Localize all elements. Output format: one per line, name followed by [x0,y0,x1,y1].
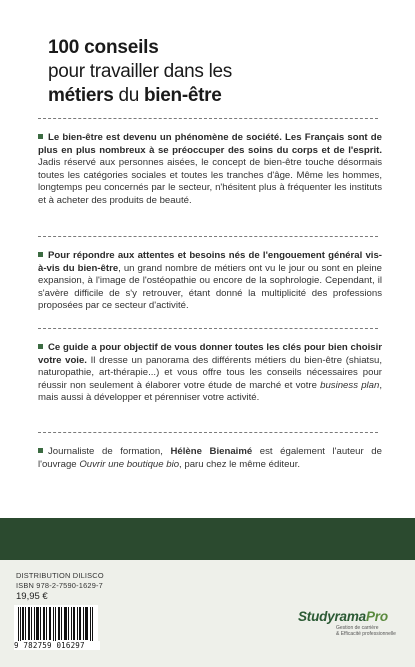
price-label: 19,95 € [16,591,48,602]
barcode-graphic [14,605,98,643]
book-title [48,36,388,108]
paragraph-1 [38,132,382,208]
barcode-number: 9 782759 016297 [14,641,100,650]
bullet-square-icon [38,134,43,139]
divider [38,236,378,237]
title-line-3 [48,84,388,108]
divider [38,328,378,329]
paragraph-2-body: , un grand nombre de métiers ont vu le jour ou sont en pleine expansion, à l'image de l'ostéopathie ou encore de la sophrologie. Cependant, il s'avère difficile de s'y retrouver, étant donné la multiplicité des professions proposées par ce secteur d'activité. [38,262,382,312]
bio-c: , paru chez le même éditeur. [179,458,301,470]
title-line-1: 100 conseils [48,37,159,58]
paragraph-2 [38,250,382,313]
author-name: Hélène Bienaimé [170,446,253,457]
bio-b: est également l'auteur de l'ouvrage [38,446,382,470]
logo-wordmark [298,609,396,624]
title-du: du [113,85,144,106]
paragraph-1-body: Jadis réservé aux personnes aisées, le concept de bien-être touche désormais toutes les catégories sociales et toutes les tranches d'âge. Même les hommes, longtemps peu concernés par le secteur, n'hésitent plus à fréquenter les instituts et à acheter des produits de beauté. [38,157,382,206]
bullet-square-icon [38,252,43,257]
distribution-label: DISTRIBUTION DILISCO [16,571,104,580]
paragraph-1-lead: Le bien-être est devenu un phénomène de société. Les Français sont de plus en plus nombreux à se préoccuper des soins du corps et de l'esprit. [38,132,382,156]
logo-subtitle-1: Gestion de carrière [336,625,379,631]
bullet-square-icon [38,344,43,349]
logo-subtitle-2: & Efficacité professionnelle [336,631,396,637]
paragraph-3 [38,342,382,405]
paragraph-3-lead: Ce guide a pour objectif de vous donner toutes les clés pour bien choisir votre voie. [38,342,382,366]
paragraph-3-body-a: Il dresse un panorama des différents métiers du bien-être (shiatsu, naturopathie, art-thérapie...) et vous offre tous les conseils nécessaires pour réussir non seulement à élaborer votre étude de marché et votre [38,354,382,391]
isbn-label: ISBN 978-2-7590-1629-7 [16,581,103,590]
author-bio [38,446,382,471]
divider [38,118,378,119]
publisher-logo [298,609,396,637]
barcode [14,605,98,643]
bullet-square-icon [38,448,43,453]
paragraph-3-body-b: , mais aussi à développer et pérenniser votre activité. [38,379,382,404]
title-bold-metiers: métiers [48,85,114,106]
logo-studyrama: Studyrama [298,609,366,624]
logo-subtitle [336,625,396,637]
paragraph-2-lead: Pour répondre aux attentes et besoins nés de l'engouement général vis-à-vis du bien-être [38,250,382,274]
green-bar [0,518,415,560]
title-bold-bien-etre: bien-être [144,85,222,106]
bio-a: Journaliste de formation, [48,446,171,457]
paragraph-3-italic: business plan [320,379,380,391]
divider [38,432,378,433]
title-line-2: pour travailler dans les [48,61,232,82]
logo-pro: Pro [365,609,388,624]
book-ref: Ouvrir une boutique bio [79,458,180,470]
